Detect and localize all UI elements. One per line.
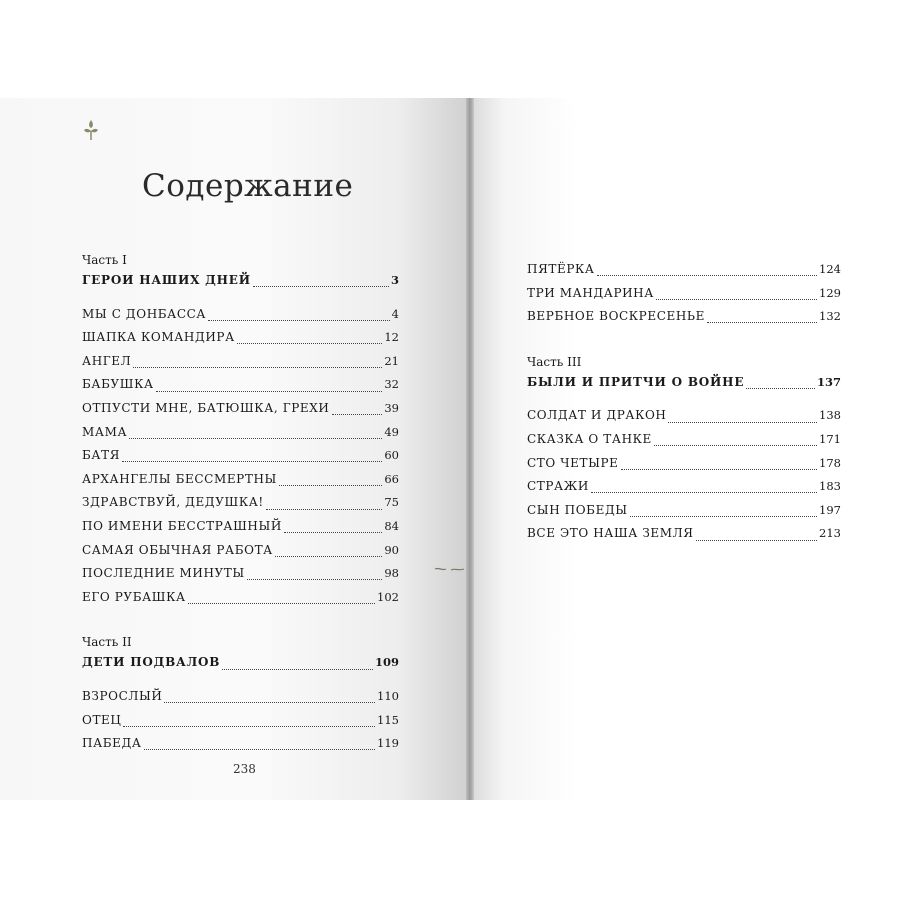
toc-entry: ШАПКА КОМАНДИРА 12 (82, 330, 399, 345)
toc-entry: МАМА 49 (82, 424, 399, 439)
page-title: Содержание (142, 168, 354, 204)
part-heading: БЫЛИ И ПРИТЧИ О ВОЙНЕ 137 (527, 374, 841, 389)
toc-entry: ПОСЛЕДНИЕ МИНУТЫ 98 (82, 566, 399, 581)
toc-entry: ПЯТЁРКА 124 (527, 262, 841, 276)
toc-entry: АНГЕЛ 21 (82, 353, 399, 368)
toc-entry: ВЕРБНОЕ ВОСКРЕСЕНЬЕ 132 (527, 309, 841, 324)
toc-entry: ОТПУСТИ МНЕ, БАТЮШКА, ГРЕХИ 39 (82, 400, 399, 415)
part-label: Часть III (527, 354, 582, 369)
toc-entry: МЫ С ДОНБАССА 4 (82, 306, 399, 321)
toc-entry: СОЛДАТ И ДРАКОН 138 (527, 408, 841, 423)
toc-entry: СТРАЖИ 183 (527, 479, 841, 494)
fleuron-icon (80, 118, 102, 142)
toc-entry: ОТЕЦ 115 (82, 712, 399, 727)
toc-entry: АРХАНГЕЛЫ БЕССМЕРТНЫ 66 (82, 471, 399, 486)
toc-entry: ВЗРОСЛЫЙ 110 (82, 688, 399, 703)
toc-entry: ВСЕ ЭТО НАША ЗЕМЛЯ 213 (527, 526, 841, 541)
toc-entry: ЕГО РУБАШКА 102 (82, 589, 399, 604)
part-heading: ДЕТИ ПОДВАЛОВ 109 (82, 655, 399, 670)
toc-entry: СТО ЧЕТЫРЕ 178 (527, 455, 841, 470)
part-heading: ГЕРОИ НАШИХ ДНЕЙ 3 (82, 273, 399, 287)
toc-left (82, 251, 399, 756)
toc-entry: СЫН ПОБЕДЫ 197 (527, 502, 841, 517)
part-label: Часть II (82, 635, 132, 650)
page-number: 238 (233, 762, 256, 776)
toc-entry: ПАБЕДА 119 (82, 736, 399, 751)
book-gutter (466, 98, 474, 800)
toc-entry: БАБУШКА 32 (82, 377, 399, 392)
toc-entry: СКАЗКА О ТАНКЕ 171 (527, 431, 841, 446)
part-label: Часть I (82, 253, 127, 267)
ink-smudge (433, 564, 467, 574)
toc-entry: ТРИ МАНДАРИНА 129 (527, 285, 841, 300)
toc-entry: ПО ИМЕНИ БЕССТРАШНЫЙ 84 (82, 518, 399, 533)
toc-entry: БАТЯ 60 (82, 448, 399, 463)
toc-entry: САМАЯ ОБЫЧНАЯ РАБОТА 90 (82, 542, 399, 557)
toc-entry: ЗДРАВСТВУЙ, ДЕДУШКА! 75 (82, 495, 399, 510)
toc-right (527, 258, 841, 546)
